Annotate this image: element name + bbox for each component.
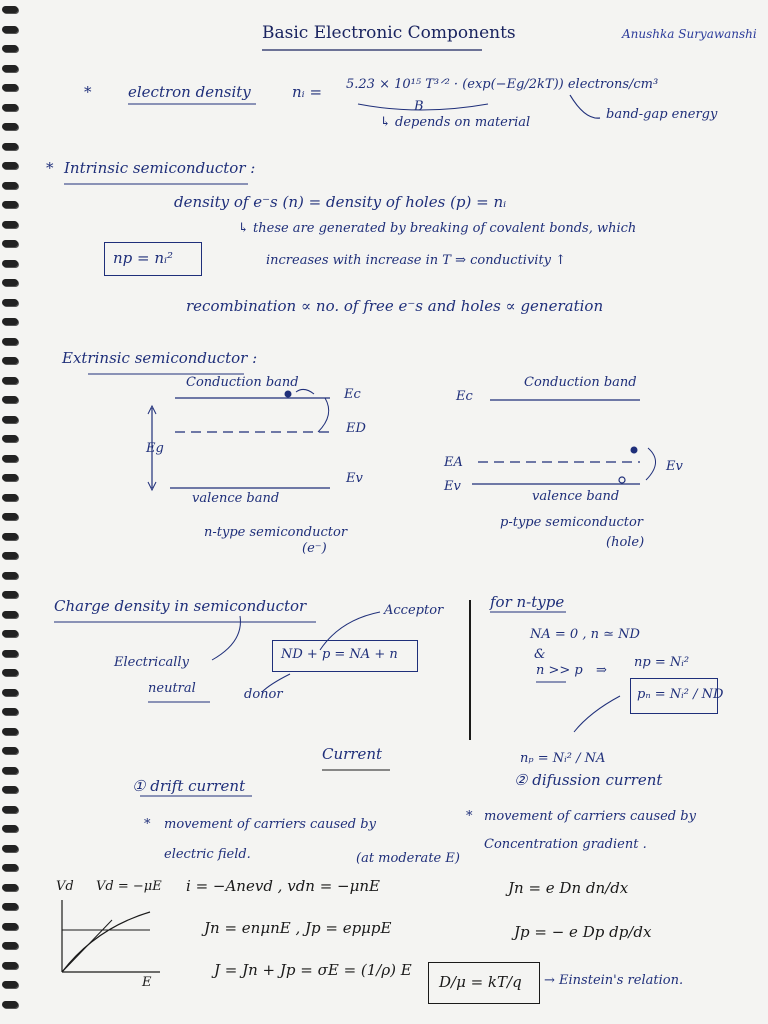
- neutral-line-2: neutral: [148, 681, 196, 696]
- charge-box: [272, 640, 418, 672]
- drift-eq-1: i = −Anevd , vdn = −μnE: [186, 877, 380, 895]
- einstein-box-eq: D/μ = kT/q: [439, 973, 522, 991]
- drift-eq-2: Jn = enμnE , Jp = epμpE: [204, 919, 392, 937]
- ni-lhs: nᵢ =: [292, 83, 323, 101]
- diff-eq-jp: Jp = − e Dp dp/dx: [514, 923, 652, 941]
- drift-desc-2: electric field.: [164, 847, 251, 862]
- for-ntype-label: for n-type: [490, 593, 565, 611]
- bullet-star: *: [46, 159, 54, 177]
- charge-box-eq: ND + p = NA + n: [281, 647, 398, 662]
- np-equation: np = Nᵢ²: [634, 655, 690, 670]
- ni-formula: 5.23 × 10¹⁵ T³ᐟ² · (exp(−Eg/2kT)) electrons/cm³: [346, 77, 659, 92]
- diffusion-heading: ② difussion current: [514, 771, 663, 789]
- b-label: B: [414, 99, 424, 114]
- np-box: [104, 242, 202, 276]
- p-ea: EA: [444, 455, 463, 470]
- p-type-caption: p-type semiconductor: [500, 515, 643, 530]
- charge-density-heading: Charge density in semiconductor: [54, 597, 307, 615]
- neutral-line-1: Electrically: [114, 655, 189, 670]
- graph-x-label: E: [142, 975, 152, 990]
- n-ec: Ec: [344, 387, 361, 402]
- p-ev: Ev: [444, 479, 461, 494]
- bullet-star: *: [84, 83, 92, 101]
- bandgap-note: band-gap energy: [606, 107, 718, 122]
- np-p-type-eq: nₚ = Nᵢ² / NA: [520, 751, 606, 766]
- extrinsic-heading: Extrinsic semiconductor :: [62, 349, 258, 367]
- n-type-caption: n-type semiconductor: [204, 525, 348, 540]
- diffusion-desc-2: Concentration gradient .: [484, 837, 647, 852]
- n-ed: ED: [346, 421, 366, 436]
- np-box-eq: np = nᵢ²: [113, 249, 174, 267]
- moderate-note: (at moderate E): [356, 851, 460, 866]
- pn-box-eq: pₙ = Nᵢ² / ND: [637, 687, 724, 702]
- p-type-carrier: (hole): [606, 535, 645, 550]
- n-ev: Ev: [346, 471, 363, 486]
- drift-eq-3: J = Jn + Jp = σE = (1/ρ) E: [214, 961, 412, 979]
- electron-density-label: electron density: [128, 83, 251, 101]
- p-ev-right: Ev: [666, 459, 683, 474]
- page-title: Basic Electronic Components: [262, 23, 516, 43]
- drift-heading: ① drift current: [132, 777, 246, 795]
- generated-line-1: ↳ these are generated by breaking of covalent bonds, which: [238, 221, 637, 236]
- bullet-star: *: [144, 817, 151, 832]
- drift-desc-1: movement of carriers caused by: [164, 817, 376, 832]
- intrinsic-heading: Intrinsic semiconductor :: [64, 159, 256, 177]
- density-line: density of e⁻s (n) = density of holes (p) = nᵢ: [174, 193, 507, 211]
- diffusion-desc-1: movement of carriers caused by: [484, 809, 696, 824]
- recombination-line: recombination ∝ no. of free e⁻s and holes ∝ generation: [186, 297, 604, 315]
- diff-eq-jn: Jn = e Dn dn/dx: [508, 879, 629, 897]
- signature: Anushka Suryawanshi: [622, 27, 757, 41]
- and-sign: &: [534, 647, 546, 662]
- current-heading: Current: [322, 745, 383, 763]
- bullet-star: *: [466, 809, 473, 824]
- einstein-note: → Einstein's relation.: [544, 973, 684, 988]
- n-eg: Eg: [146, 441, 164, 456]
- pn-box: [630, 678, 724, 714]
- p-valence-label: valence band: [532, 489, 620, 504]
- p-conduction-label: Conduction band: [524, 375, 637, 390]
- graph-eq: Vd = −μE: [96, 879, 162, 894]
- graph-y-label: Vd: [56, 879, 74, 894]
- n-conduction-label: Conduction band: [186, 375, 299, 390]
- generated-line-2: increases with increase in T ⇒ conductivity ↑: [266, 253, 567, 268]
- p-ec: Ec: [456, 389, 473, 404]
- n-type-carrier: (e⁻): [302, 541, 327, 556]
- n-much-greater-p: n >> p: [536, 663, 583, 678]
- depends-note: ↳ depends on material: [380, 115, 531, 130]
- implies-arrow: ⇒: [596, 663, 607, 678]
- einstein-box: [428, 962, 540, 1004]
- na-line: NA = 0 , n ≃ ND: [530, 627, 640, 642]
- donor-label: donor: [244, 687, 283, 702]
- acceptor-label: Acceptor: [384, 603, 444, 618]
- n-valence-label: valence band: [192, 491, 280, 506]
